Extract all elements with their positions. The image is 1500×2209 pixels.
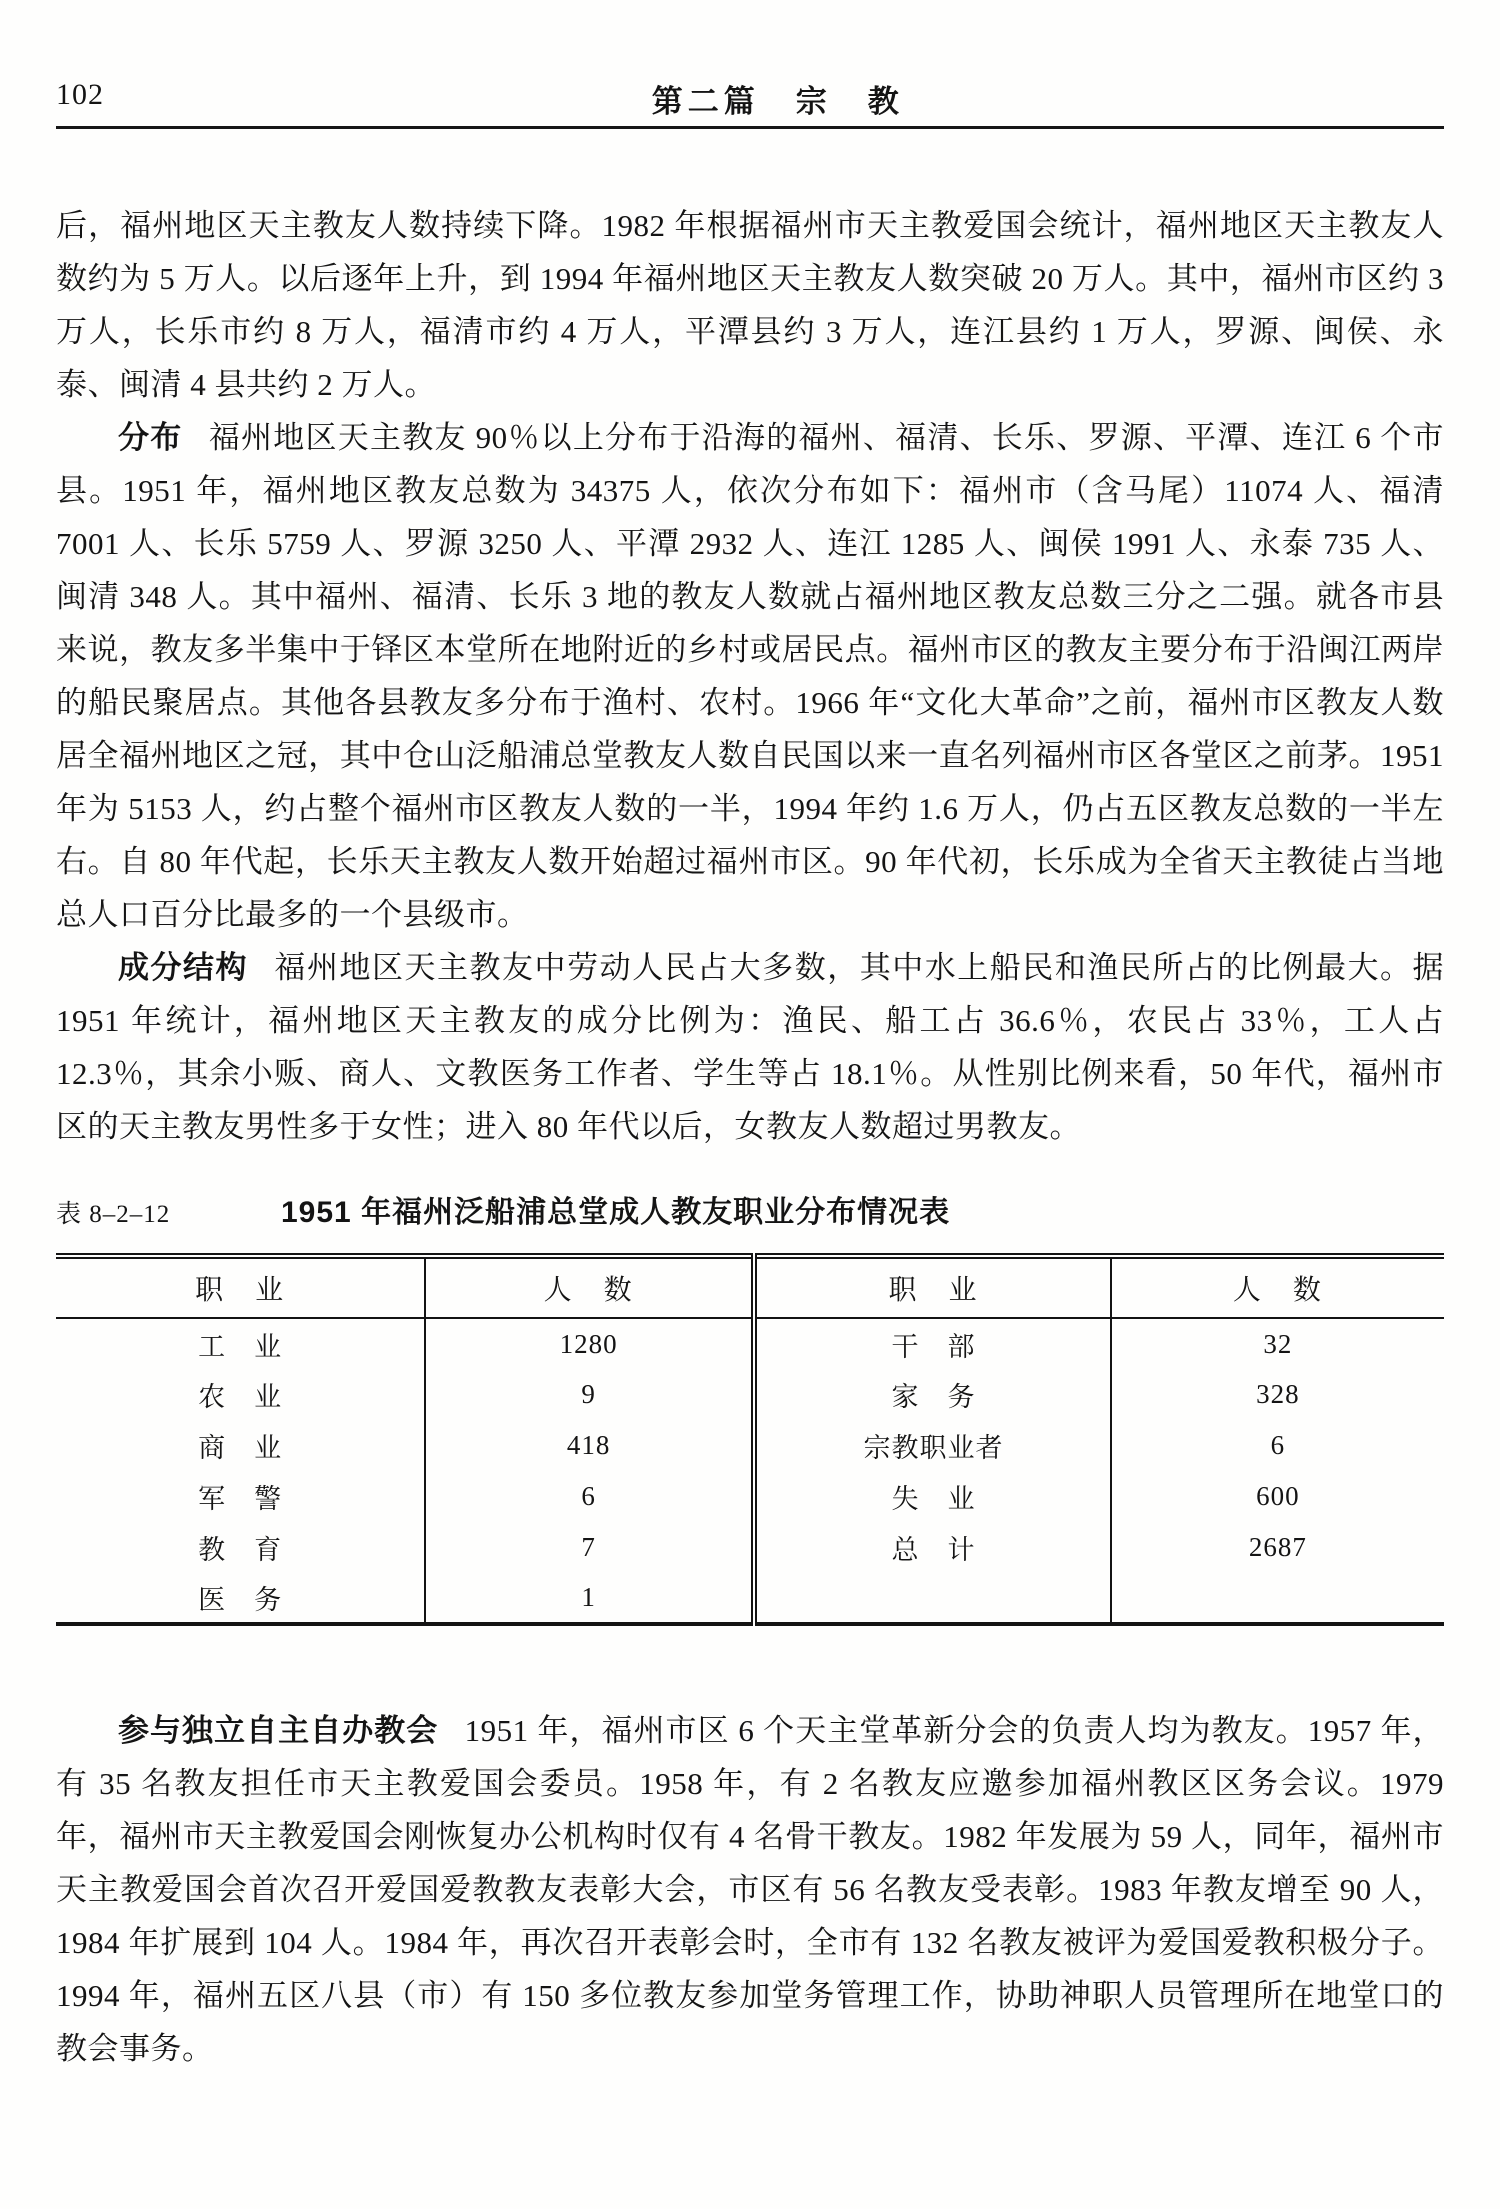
count-cell: 32 xyxy=(1263,1328,1293,1359)
column-header: 职 业 xyxy=(56,1256,425,1318)
page-header xyxy=(56,0,1444,126)
paragraph-distribution xyxy=(56,411,1444,941)
occupation-cell: 失 业 xyxy=(754,1471,1111,1522)
occupation-cell xyxy=(754,1573,1111,1624)
table-title: 1951 年福州泛船浦总堂成人教友职业分布情况表 xyxy=(281,1196,951,1229)
table-row xyxy=(56,1318,1444,1369)
table-label: 表 8–2–12 xyxy=(56,1201,171,1228)
count-cell: 6 xyxy=(425,1471,754,1522)
paragraph-text: 福州地区天主教友中劳动人民占大多数，其中水上船民和渔民所占的比例最大。据 1951 年统计，福州地区天主教友的成分比例为：渔民、船工占 36.6％，农民占 33％，工人占 12.3％，其余小贩、商人、文教医务工作者、学生等占 18.1％。从性别比例来看，50 年代，福州市区的天主教友男性多于女性；进入 80 年代以后，女教友人数超过男教友。 xyxy=(56,950,1445,1144)
paragraph-continuation xyxy=(56,199,1444,411)
column-header: 职 业 xyxy=(754,1256,1111,1318)
table-row xyxy=(56,1369,1444,1420)
occupation-cell: 农 业 xyxy=(56,1369,425,1420)
paragraph-lead: 分布 xyxy=(118,420,183,455)
count-cell xyxy=(1111,1573,1444,1624)
count-cell: 600 xyxy=(1256,1481,1300,1511)
column-header: 人 数 xyxy=(425,1256,754,1318)
count-cell: 1 xyxy=(425,1573,754,1624)
occupation-cell: 医 务 xyxy=(56,1573,425,1624)
count-cell: 1280 xyxy=(425,1318,754,1369)
table-row xyxy=(56,1420,1444,1471)
table-section xyxy=(56,1187,1444,1626)
table-row xyxy=(56,1471,1444,1522)
count-cell: 9 xyxy=(425,1369,754,1420)
section-title: 第二篇 宗 教 xyxy=(651,84,904,119)
occupation-cell: 宗教职业者 xyxy=(754,1420,1111,1471)
table-caption xyxy=(56,1187,1444,1231)
table-row xyxy=(56,1573,1444,1624)
occupation-cell: 家 务 xyxy=(754,1369,1111,1420)
count-cell: 2687 xyxy=(1248,1532,1307,1562)
page-body xyxy=(56,129,1444,2075)
paragraph-text: 后，福州地区天主教友人数持续下降。1982 年根据福州市天主教爱国会统计，福州地区天主教友人数约为 5 万人。以后逐年上升，到 1994 年福州地区天主教友人数突破 20 万人。其中，福州市区约 3 万人，长乐市约 8 万人，福清市约 4 万人，平潭县约 3 万人，连江县约 1 万人，罗源、闽侯、永泰、闽清 4 县共约 2 万人。 xyxy=(56,208,1444,402)
occupation-cell: 干 部 xyxy=(754,1318,1111,1369)
occupation-cell: 总 计 xyxy=(754,1522,1111,1573)
occupation-cell: 教 育 xyxy=(56,1522,425,1573)
count-cell: 328 xyxy=(1256,1379,1300,1409)
table-row xyxy=(56,1522,1444,1573)
paragraph-composition xyxy=(56,941,1444,1153)
count-cell: 6 xyxy=(1270,1430,1286,1460)
paragraph-text: 1951 年，福州市区 6 个天主堂革新分会的负责人均为教友。1957 年，有 35 名教友担任市天主教爱国会委员。1958 年，有 2 名教友应邀参加福州教区区务会议。1979 年，福州市天主教爱国会刚恢复办公机构时仅有 4 名骨干教友。1982 年发展为 59 人，同年，福州市天主教爱国会首次召开爱国爱教教友表彰大会，市区有 56 名教友受表彰。1983 年教友增至 90 人，1984 年扩展到 104 人。1984 年，再次召开表彰会时，全市有 132 名教友被评为爱国爱教积极分子。1994 年，福州五区八县（市）有 150 多位教友参加堂务管理工作，协助神职人员管理所在地堂口的教会事务。 xyxy=(56,1713,1445,2066)
paragraph-patriotic-association xyxy=(56,1704,1444,2075)
occupation-cell: 军 警 xyxy=(56,1471,425,1522)
occupation-distribution-table xyxy=(56,1253,1444,1626)
occupation-cell: 工 业 xyxy=(56,1318,425,1369)
count-cell: 7 xyxy=(425,1522,754,1573)
column-header: 人 数 xyxy=(1111,1256,1444,1318)
page-number: 102 xyxy=(56,78,104,111)
occupation-cell: 商 业 xyxy=(56,1420,425,1471)
paragraph-lead: 成分结构 xyxy=(118,950,249,985)
paragraph-text: 福州地区天主教友 90％以上分布于沿海的福州、福清、长乐、罗源、平潭、连江 6 个市县。1951 年，福州地区教友总数为 34375 人，依次分布如下：福州市（含马尾）11074 人、福清 7001 人、长乐 5759 人、罗源 3250 人、平潭 2932 人、连江 1285 人、闽侯 1991 人、永泰 735 人、闽清 348 人。其中福州、福清、长乐 3 地的教友人数就占福州地区教友总数三分之二强。就各市县来说，教友多半集中于铎区本堂所在地附近的乡村或居民点。福州市区的教友主要分布于沿闽江两岸的船民聚居点。其他各县教友多分布于渔村、农村。1966 年“文化大革命”之前，福州市区教友人数居全福州地区之冠，其中仓山泛船浦总堂教友人数自民国以来一直名列福州市区各堂区之前茅。1951 年为 5153 人，约占整个福州市区教友人数的一半，1994 年约 1.6 万人，仍占五区教友总数的一半左右。自 80 年代起，长乐天主教友人数开始超过福州市区。90 年代初，长乐成为全省天主教徒占当地总人口百分比最多的一个县级市。 xyxy=(56,420,1445,932)
paragraph-lead: 参与独立自主自办教会 xyxy=(118,1713,439,1748)
count-cell: 418 xyxy=(425,1420,754,1471)
table-header-row xyxy=(56,1256,1444,1318)
